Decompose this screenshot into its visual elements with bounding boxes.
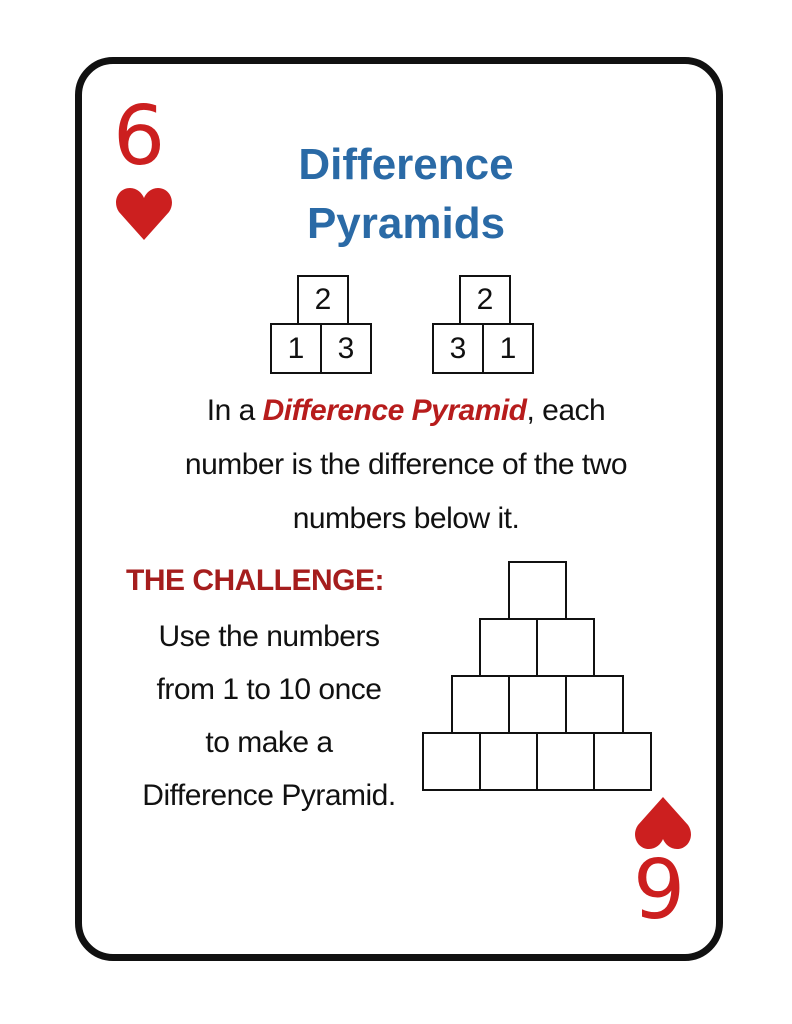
bottom-rank: 9 [633,843,686,938]
puzzle-cell [508,675,567,734]
playing-card [75,57,723,961]
puzzle-cell [565,675,624,734]
heart-icon-bottom [635,797,691,849]
puzzle-cell [451,675,510,734]
example-1-bottom-right-cell: 3 [320,323,372,374]
title-line-2: Pyramids [306,199,506,248]
challenge-heading: THE CHALLENGE: [126,564,384,597]
description-line-1 [82,396,730,426]
example-2-bottom-left-cell: 3 [432,323,484,374]
challenge-line-3: to make a [205,726,333,759]
puzzle-cell [593,732,652,791]
top-rank: 6 [113,89,166,184]
description-line-3: numbers below it. [292,502,520,535]
puzzle-cell [536,618,595,677]
description-line-2: number is the difference of the two [184,448,628,481]
description-emphasis: Difference Pyramid [262,394,527,427]
description-pre: In a [206,394,263,427]
example-1-bottom-left-cell: 1 [270,323,322,374]
puzzle-cell [479,618,538,677]
example-1-top-cell: 2 [297,275,349,325]
puzzle-cell [422,732,481,791]
puzzle-cell [536,732,595,791]
puzzle-cell [479,732,538,791]
challenge-line-4: Difference Pyramid. [142,779,396,812]
example-2-top-cell: 2 [459,275,511,325]
challenge-line-2: from 1 to 10 once [156,673,382,706]
challenge-line-1: Use the numbers [158,620,380,653]
example-2-bottom-right-cell: 1 [482,323,534,374]
puzzle-cell [508,561,567,620]
title-line-1: Difference [298,140,514,189]
description-post: , each [526,394,606,427]
